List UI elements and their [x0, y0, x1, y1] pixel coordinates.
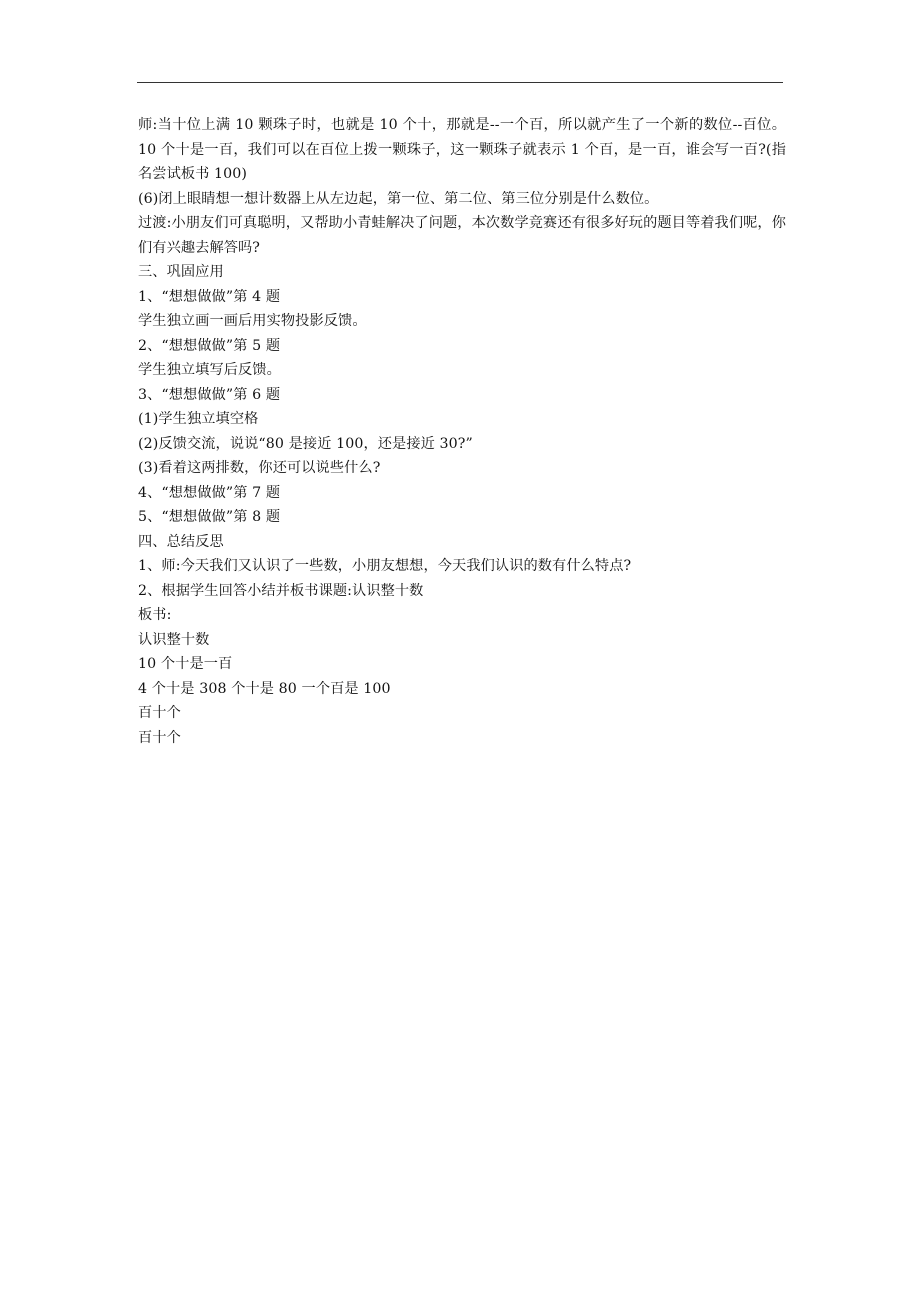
board-writing-line-4: 百十个 [138, 729, 181, 746]
summary-item-2: 2、根据学生回答小结并板书课题:认识整十数 [138, 582, 424, 599]
exercise-6-step-2: (2)反馈交流，说说“80 是接近 100，还是接近 30?” [138, 435, 473, 452]
exercise-5-note: 学生独立填写后反馈。 [138, 362, 281, 378]
exercise-4-title: 1、“想想做做”第 4 题 [138, 288, 281, 305]
paragraph-transition: 过渡:小朋友们可真聪明，又帮助小青蛙解决了问题，本次数学竞赛还有很多好玩的题目等着我们呢，你们有兴趣去解答吗? [138, 215, 786, 256]
exercise-6-step-1: (1)学生独立填空格 [138, 411, 259, 427]
document-body [138, 113, 786, 750]
board-writing-line-1: 10 个十是一百 [138, 656, 233, 672]
section-heading-consolidation: 三、巩固应用 [138, 264, 224, 280]
board-writing-title: 认识整十数 [138, 631, 210, 648]
paragraph-teacher-explanation: 师:当十位上满 10 颗珠子时，也就是 10 个十，那就是--一个百，所以就产生了一个新的数位--百位。10 个十是一百，我们可以在百位上拨一颗珠子，这一颗珠子就表示 1 个百，是一百，谁会写一百?(指名尝试板书 100) [138, 117, 786, 182]
board-writing-label: 板书: [138, 607, 172, 623]
exercise-8-title: 5、“想想做做”第 8 题 [138, 509, 281, 525]
board-writing-line-3: 百十个 [138, 705, 181, 721]
exercise-5-title: 2、“想想做做”第 5 题 [138, 337, 281, 354]
exercise-7-title: 4、“想想做做”第 7 题 [138, 484, 281, 501]
section-heading-summary: 四、总结反思 [138, 533, 224, 550]
header-rule [137, 82, 783, 83]
board-writing-line-2: 4 个十是 308 个十是 80 一个百是 100 [138, 680, 391, 697]
exercise-6-step-3: (3)看着这两排数，你还可以说些什么? [138, 460, 381, 476]
exercise-6-title: 3、“想想做做”第 6 题 [138, 386, 281, 403]
summary-item-1: 1、师:今天我们又认识了一些数，小朋友想想，今天我们认识的数有什么特点? [138, 558, 632, 574]
exercise-4-note: 学生独立画一画后用实物投影反馈。 [138, 313, 367, 329]
step-6-close-eyes: (6)闭上眼睛想一想计数器上从左边起，第一位、第二位、第三位分别是什么数位。 [138, 190, 659, 207]
